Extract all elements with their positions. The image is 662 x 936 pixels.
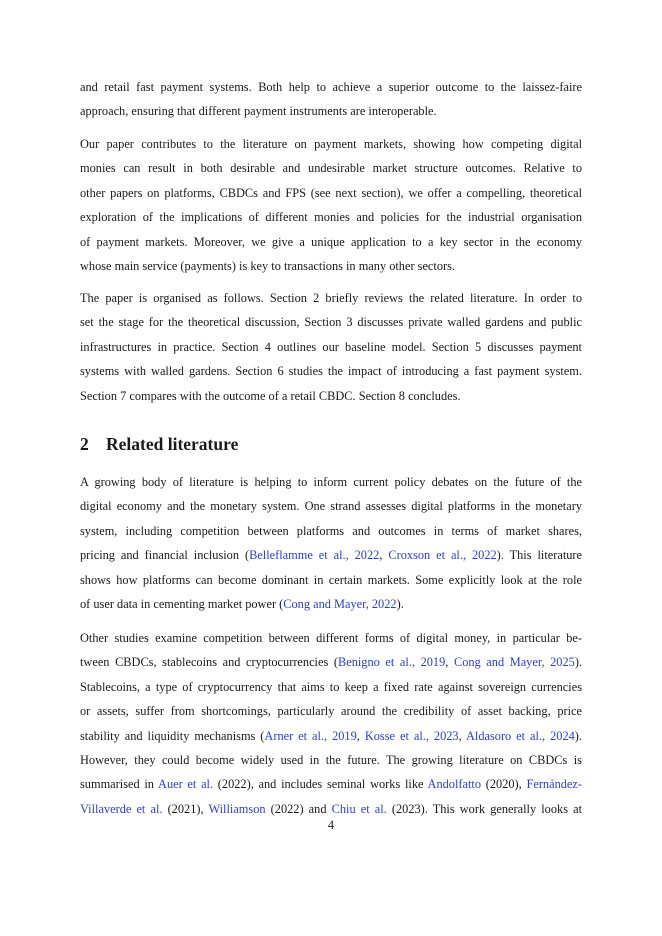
text-line: systems with walled gardens. Section 6 studies the impact of introducing a fast payment system. (80, 364, 582, 379)
paragraph-organisation (80, 286, 582, 408)
citation-link[interactable]: Chiu et al. (331, 801, 387, 816)
citation-link[interactable]: Cong and Mayer, 2025 (453, 655, 575, 670)
paragraph-intro-end (80, 75, 582, 124)
text-line: of payment markets. Moreover, we give a unique application to a key sector in the economy (80, 234, 582, 249)
citation-link[interactable]: Aldasoro et al., 2024 (465, 728, 575, 743)
page-number: 4 (327, 818, 335, 832)
paragraph-digital-money (80, 626, 582, 821)
citation-link[interactable]: Fernández- (526, 777, 582, 792)
text-line: approach, ensuring that different payment instruments are interoperable. (80, 104, 437, 119)
citation-link[interactable]: Benigno et al., 2019 (337, 655, 446, 670)
citation-link[interactable]: Andolfatto (427, 777, 482, 792)
text-line: set the stage for the theoretical discussion, Section 3 discusses private walled gardens and public (80, 315, 582, 330)
section-title: Related literature (106, 434, 239, 454)
citation-link[interactable]: Arner et al., 2019 (264, 728, 357, 743)
text-line: Section 7 compares with the outcome of a retail CBDC. Section 8 concludes. (80, 388, 461, 403)
text-line: of user data in cementing market power (Cong and Mayer, 2022). (80, 597, 404, 612)
citation-link[interactable]: Croxson et al., 2022 (388, 548, 497, 563)
text-line: pricing and financial inclusion (Belleflamme et al., 2022, Croxson et al., 2022). This literature (80, 548, 583, 563)
text-line: summarised in Auer et al. (2022), and includes seminal works like Andolfatto (2020), Fernández- (80, 777, 582, 792)
text-line: exploration of the implications of different monies and policies for the industrial organisation (80, 210, 582, 225)
citation-link[interactable]: Williamson (208, 801, 266, 816)
text-line: However, they could become widely used in the future. The growing literature on CBDCs is (80, 753, 582, 768)
citation-link[interactable]: Kosse et al., 2023 (364, 728, 459, 743)
text-line: stability and liquidity mechanisms (Arner et al., 2019, Kosse et al., 2023, Aldasoro et al., 2024). (80, 728, 582, 743)
section-heading (80, 432, 238, 456)
text-line: whose main service (payments) is key to transactions in many other sectors. (80, 259, 456, 274)
text-line: Other studies examine competition between different forms of digital money, in particular be- (80, 631, 582, 645)
text-line: Our paper contributes to the literature on payment markets, showing how competing digital (80, 137, 582, 151)
citation-link[interactable]: Villaverde et al. (80, 801, 163, 816)
text-line: Villaverde et al. (2021), Williamson (2022) and Chiu et al. (2023). This work generally looks at (80, 801, 583, 816)
text-line: A growing body of literature is helping to inform current policy debates on the future of the (80, 475, 582, 489)
text-line: infrastructures in practice. Section 4 outlines our baseline model. Section 5 discusses payment (80, 339, 582, 354)
citation-link[interactable]: Auer et al. (158, 777, 214, 792)
text-line: monies can result in both desirable and undesirable market structure outcomes. Relative to (80, 161, 582, 176)
text-line: other papers on platforms, CBDCs and FPS (see next section), we offer a compelling, theoretical (80, 185, 582, 200)
text-line: digital economy and the monetary system. One strand assesses digital platforms in the monetary (80, 499, 582, 514)
text-line: or assets, suffer from shortcomings, particularly around the credibility of asset backing, price (80, 704, 582, 719)
text-line: tween CBDCs, stablecoins and cryptocurrencies (Benigno et al., 2019, Cong and Mayer, 2025). (80, 655, 583, 670)
text-line: The paper is organised as follows. Section 2 briefly reviews the related literature. In order to (80, 291, 582, 305)
paragraph-contribution (80, 132, 582, 278)
paragraph-platforms (80, 470, 582, 616)
text-line: shows how platforms can become dominant in certain markets. Some explicitly look at the role (80, 572, 582, 587)
text-line: and retail fast payment systems. Both help to achieve a superior outcome to the laissez-faire (80, 80, 582, 94)
citation-link[interactable]: Cong and Mayer, 2022 (283, 597, 397, 612)
citation-link[interactable]: Belleflamme et al., 2022 (249, 548, 380, 563)
section-number: 2 (80, 434, 89, 454)
text-line: Stablecoins, a type of cryptocurrency that aims to keep a fixed rate against sovereign currencies (80, 679, 582, 694)
text-line: system, including competition between platforms and outcomes in terms of market shares, (80, 523, 582, 538)
